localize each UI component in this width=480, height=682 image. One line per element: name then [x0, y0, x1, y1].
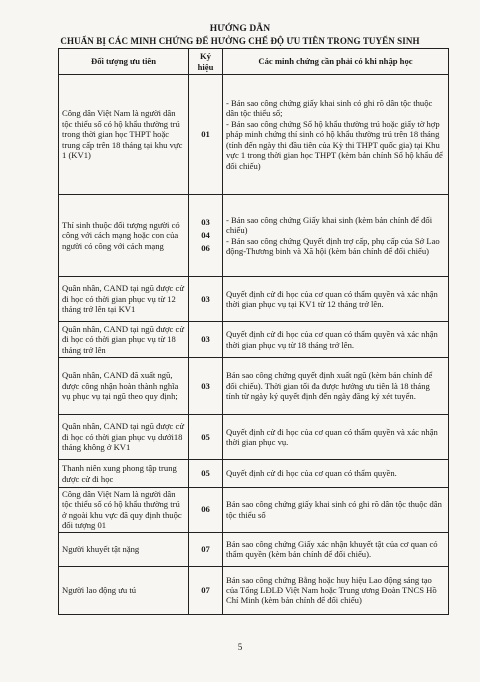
- row-docs: [223, 566, 449, 614]
- table-row: [59, 566, 449, 614]
- row-code: [189, 277, 223, 322]
- table-row: [59, 415, 449, 460]
- table-row: [59, 358, 449, 415]
- row-subject: Thanh niên xung phong tập trung được cử đi học: [59, 460, 189, 488]
- table-row: [59, 195, 449, 277]
- row-code-value: 03: [201, 293, 210, 304]
- row-doc-line: - Bản sao công chứng Giấy khai sinh (kèm bản chính để đối chiếu): [226, 214, 433, 236]
- document-subtitle: CHUẨN BỊ CÁC MINH CHỨNG ĐỂ HƯỞNG CHẾ ĐỘ ƯU TIÊN TRONG TUYỂN SINH: [60, 36, 420, 46]
- row-doc-line: Bản sao công chứng Giấy xác nhận khuyết tật của cơ quan có thẩm quyền (kèm bản chính để đối chiếu).: [226, 538, 438, 560]
- row-code: [189, 75, 223, 195]
- row-code-value: 07: [201, 584, 210, 595]
- row-doc-line: Bản sao công chứng quyết định xuất ngũ (kèm bản chính để đối chiếu). Thời gian tối đa được hưởng ưu tiên là 18 tháng tính từ ngày ký quyết định đến ngày đăng ký xét tuyển.: [226, 370, 433, 402]
- document-title: HƯỚNG DẪN: [209, 24, 271, 34]
- table-row: [59, 322, 449, 358]
- table-row: [59, 75, 449, 195]
- row-subject: Quân nhân, CAND đã xuất ngũ, được công nhận hoàn thành nghĩa vụ phục vụ tại ngũ theo quy định;: [59, 358, 189, 415]
- row-doc-line: - Bản sao công chứng Quyết định trợ cấp, phụ cấp của Sở Lao động-Thương binh và Xã hội (kèm bản chính để đối chiếu): [226, 235, 440, 256]
- row-docs: [223, 195, 449, 277]
- row-subject: Quân nhân, CAND tại ngũ được cử đi học có thời gian phục vụ dưới18 tháng không ở KV1: [59, 415, 189, 460]
- row-doc-line: Quyết định cử đi học của cơ quan có thẩm quyền và xác nhận thời gian phục vụ tại KV1 từ 12 tháng trở lên.: [226, 288, 438, 309]
- row-code-value: 06: [201, 243, 210, 253]
- row-code-value: 05: [201, 431, 210, 442]
- table-row: [59, 277, 449, 322]
- row-subject: Thí sinh thuộc đối tượng người có công với cách mạng hoặc con của người có công với cách mạng: [59, 195, 189, 277]
- row-doc-line: Bản sao công chứng Bằng hoặc huy hiệu Lao động sáng tạo của Tổng LĐLĐ Việt Nam hoặc Trung ương Đoàn TNCS Hồ Chí Minh (kèm bản chính để đối chiếu): [226, 574, 437, 606]
- row-code: [189, 532, 223, 566]
- priority-table: [58, 48, 449, 615]
- header-code: [189, 49, 223, 75]
- row-doc-line: Quyết định cử đi học của cơ quan có thẩm quyền và xác nhận thời gian phục vụ từ 18 tháng trở lên.: [226, 329, 438, 350]
- row-doc-line: - Bản sao công chứng Sổ hộ khẩu thường trú hoặc giấy tờ hợp pháp minh chứng thí sinh có hộ khẩu thường trú trên 18 tháng (tính đến ngày thi đầu tiên của Kỳ thi THPT quốc gia) tại Khu vực 1 trong thời gian học THPT (kèm bản chính Sổ hộ khẩu để đối chiếu): [226, 118, 443, 171]
- row-docs: [223, 460, 449, 488]
- row-docs: [223, 277, 449, 322]
- row-subject: Quân nhân, CAND tại ngũ được cử đi học có thời gian phục vụ từ 18 tháng trở lên: [59, 322, 189, 358]
- row-code: [189, 566, 223, 614]
- row-code: [189, 322, 223, 358]
- page-number: 5: [237, 642, 243, 652]
- row-doc-line: Quyết định cử đi học của cơ quan có thẩm quyền.: [226, 468, 397, 479]
- row-doc-line: Quyết định cử đi học của cơ quan có thẩm quyền và xác nhận thời gian phục vụ.: [226, 426, 438, 447]
- row-code-value: 05: [201, 468, 210, 478]
- row-code: [189, 415, 223, 460]
- table-row: [59, 532, 449, 566]
- row-docs: [223, 322, 449, 358]
- row-code-value: 03: [201, 334, 210, 344]
- row-subject: Công dân Việt Nam là người dân tộc thiểu số có hộ khẩu thường trú trong thời gian học THPT hoặc trung cấp trên 18 tháng tại khu vực 1 (KV1): [59, 75, 189, 195]
- row-docs: [223, 358, 449, 415]
- row-code-value: 03: [201, 380, 210, 391]
- row-code: [189, 195, 223, 277]
- header-code-line1: Ký: [200, 51, 211, 62]
- row-docs: [223, 415, 449, 460]
- row-code: [189, 460, 223, 488]
- row-docs: [223, 532, 449, 566]
- row-doc-line: - Bản sao công chứng giấy khai sinh có ghi rõ dân tộc thuộc dân tộc thiểu số;: [226, 98, 433, 119]
- row-subject: Công dân Việt Nam là người dân tộc thiểu số có hộ khẩu thường trú ở ngoài khu vực đã quy định thuộc đối tượng 01: [59, 488, 189, 533]
- row-docs: [223, 488, 449, 533]
- row-code: [189, 488, 223, 533]
- row-code-value: 04: [201, 230, 210, 240]
- row-docs: [223, 75, 449, 195]
- header-docs: Các minh chứng cần phải có khi nhập học: [223, 49, 449, 75]
- row-code-value: 07: [201, 543, 210, 554]
- row-subject: Quân nhân, CAND tại ngũ được cử đi học có thời gian phục vụ từ 12 tháng trở lên tại KV1: [59, 277, 189, 322]
- header-subject: Đối tượng ưu tiên: [59, 49, 189, 75]
- table-header-row: [59, 49, 449, 75]
- row-code-value: 03: [201, 217, 210, 227]
- table-row: [59, 460, 449, 488]
- table-row: [59, 488, 449, 533]
- row-code-value: 01: [201, 129, 210, 139]
- header-code-line2: hiệu: [197, 61, 214, 72]
- row-code: [189, 358, 223, 415]
- row-doc-line: Bản sao công chứng giấy khai sinh có ghi rõ dân tộc thuộc dân tộc thiểu số: [226, 499, 442, 520]
- row-subject: Người lao động ưu tú: [59, 566, 189, 614]
- row-code-value: 06: [201, 504, 210, 515]
- row-subject: Người khuyết tật nặng: [59, 532, 189, 566]
